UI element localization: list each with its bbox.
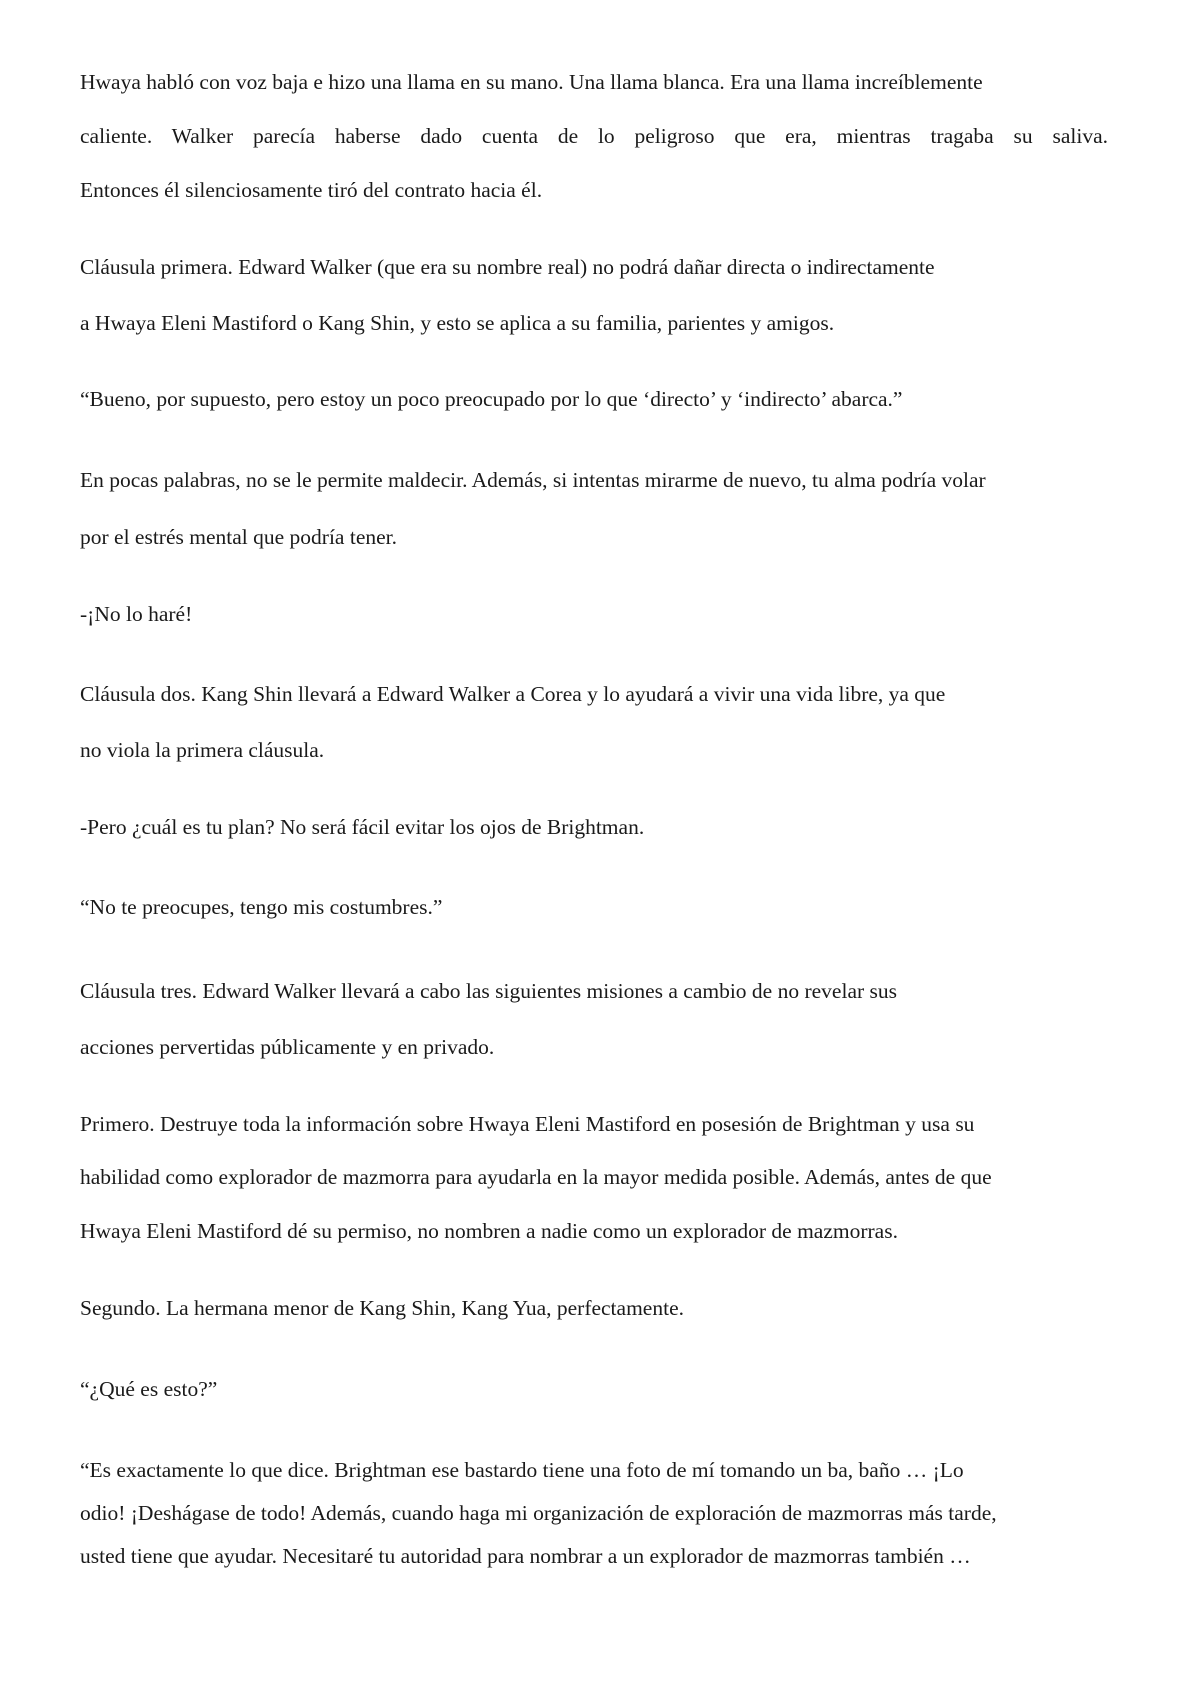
paragraph-line: odio! ¡Deshágase de todo! Además, cuando haga mi organización de exploración de mazmorras más tarde,	[80, 1501, 997, 1525]
paragraph-line: “Bueno, por supuesto, pero estoy un poco preocupado por lo que ‘directo’ y ‘indirecto’ abarca.”	[80, 387, 903, 411]
paragraph-line: acciones pervertidas públicamente y en privado.	[80, 1035, 495, 1059]
paragraph-line: Segundo. La hermana menor de Kang Shin, Kang Yua, perfectamente.	[80, 1296, 684, 1320]
paragraph-line: “Es exactamente lo que dice. Brightman ese bastardo tiene una foto de mí tomando un ba, baño … ¡Lo	[80, 1458, 964, 1482]
paragraph-line: caliente. Walker parecía haberse dado cuenta de lo peligroso que era, mientras tragaba su saliva.	[80, 124, 1108, 148]
paragraph-line: a Hwaya Eleni Mastiford o Kang Shin, y esto se aplica a su familia, parientes y amigos.	[80, 311, 835, 335]
paragraph-line: Primero. Destruye toda la información sobre Hwaya Eleni Mastiford en posesión de Brightman y usa su	[80, 1112, 975, 1136]
paragraph-line: habilidad como explorador de mazmorra para ayudarla en la mayor medida posible. Además, antes de que	[80, 1165, 992, 1189]
paragraph-line: usted tiene que ayudar. Necesitaré tu autoridad para nombrar a un explorador de mazmorras también …	[80, 1544, 971, 1568]
paragraph-line: no viola la primera cláusula.	[80, 738, 325, 762]
paragraph-line: “¿Qué es esto?”	[80, 1377, 218, 1401]
paragraph-line: En pocas palabras, no se le permite maldecir. Además, si intentas mirarme de nuevo, tu alma podría volar	[80, 468, 986, 492]
paragraph-line: -Pero ¿cuál es tu plan? No será fácil evitar los ojos de Brightman.	[80, 815, 645, 839]
paragraph-line: por el estrés mental que podría tener.	[80, 525, 398, 549]
paragraph-line: -¡No lo haré!	[80, 602, 193, 626]
paragraph-line: Hwaya Eleni Mastiford dé su permiso, no nombren a nadie como un explorador de mazmorras.	[80, 1219, 898, 1243]
paragraph-line: Cláusula primera. Edward Walker (que era su nombre real) no podrá dañar directa o indirectamente	[80, 255, 935, 279]
paragraph-line: Entonces él silenciosamente tiró del contrato hacia él.	[80, 178, 543, 202]
paragraph-line: Cláusula dos. Kang Shin llevará a Edward Walker a Corea y lo ayudará a vivir una vida libre, ya que	[80, 682, 946, 706]
paragraph-line: “No te preocupes, tengo mis costumbres.”	[80, 895, 443, 919]
paragraph-line: Hwaya habló con voz baja e hizo una llama en su mano. Una llama blanca. Era una llama increíblemente	[80, 70, 983, 94]
paragraph-line: Cláusula tres. Edward Walker llevará a cabo las siguientes misiones a cambio de no revelar sus	[80, 979, 897, 1003]
